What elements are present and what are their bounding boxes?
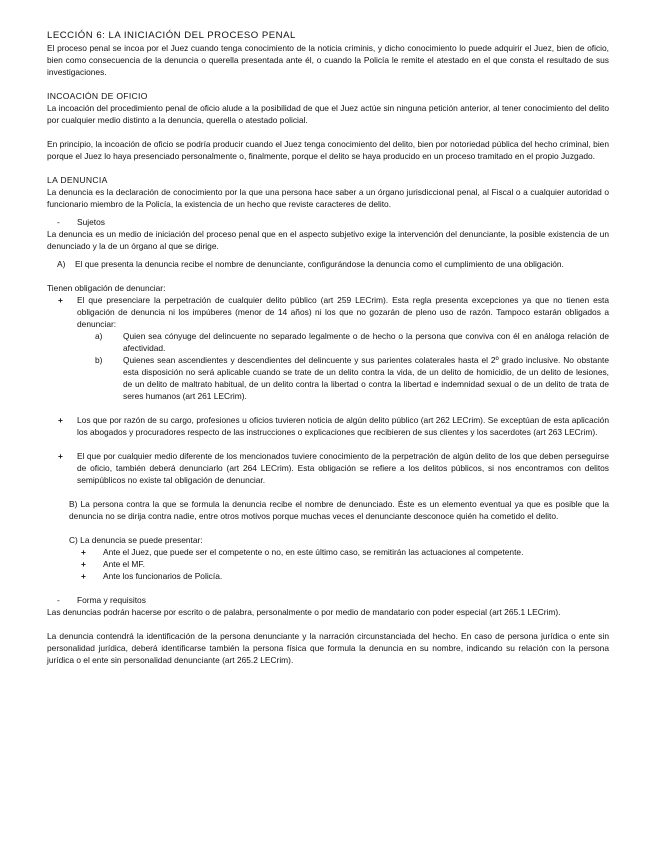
denuncia-heading: LA DENUNCIA xyxy=(47,175,108,185)
dash-marker: - xyxy=(57,595,60,605)
presentation-item-text: Ante el Juez, que puede ser el competente o no, en este último caso, se remitirán las actuaciones al competente. xyxy=(103,547,524,557)
item-a xyxy=(47,258,609,270)
plus-marker: + xyxy=(81,571,86,581)
lesson-intro: El proceso penal se incoa por el Juez cuando tenga conocimiento de la noticia criminis, y dicho conocimiento lo puede adquirir el Juez, bien de oficio, bien como consecuencia de la denuncia o querella presentada ante él, o cuando la Policía le remite el atestado en el que consta el resultado de sus investigaciones. xyxy=(47,43,609,77)
exception-b-text: Quienes sean ascendientes y descendientes del delincuente y sus parientes colaterales hasta el 2º grado inclusive. No obstante esta disposición no será aplicable cuando se trate de un delito contra la vida, de un delito de homicidio, de un delito de lesiones, de un delito de maltrato habitual, de un delito contra la libertad o contra la libertad e indemnidad sexual o de un delito de trata de seres humanos (art 261 LECrim). xyxy=(123,355,609,401)
dash-marker: - xyxy=(57,217,60,227)
forma-paragraph-2: La denuncia contendrá la identificación de la persona denunciante y la narración circunstanciada del hecho. En caso de persona jurídica o ente sin personalidad jurídica, deberá identificarse también la persona física que formula la denuncia en su nombre, indicando su relación con la persona jurídica o el ente sin personalidad denunciante (art 265.2 LECrim). xyxy=(47,631,609,665)
item-a-text: El que presenta la denuncia recibe el nombre de denunciante, configurándose la denuncia como el cumplimiento de una obligación. xyxy=(75,259,564,269)
plus-marker: + xyxy=(58,295,63,305)
obligation-item-1 xyxy=(47,294,609,330)
obligation-item-2-text: Los que por razón de su cargo, profesiones u oficios tuvieren noticia de algún delito público (art 262 LECrim). Se exceptúan de esta aplicación los abogados y procuradores respecto de las instrucciones o explicaciones que recibieren de sus clientes y los sacerdotes (art 263 LECrim). xyxy=(77,415,609,437)
incoacion-paragraph-2: En principio, la incoación de oficio se podría producir cuando el Juez tenga conocimiento del delito, bien por notoriedad pública del hecho criminal, bien porque el Juez lo haya presenciado personalmente o, finalmente, porque el delito se haya producido en un proceso tramitado en el propio Juzgado. xyxy=(47,139,609,161)
presentation-item-text: Ante el MF. xyxy=(103,559,145,569)
obligation-item-2 xyxy=(47,414,609,438)
presentation-item xyxy=(69,570,609,582)
forma-subheading xyxy=(47,594,609,606)
exception-item-b xyxy=(47,354,609,402)
obligation-item-3-text: El que por cualquier medio diferente de los mencionados tuviere conocimiento de la perpetración de algún delito de los que deben perseguirse de oficio, también deberá denunciarlo (art 264 LECrim). Esta obligación se refiere a los delitos públicos, si nos encontramos con delitos semipúblicos no existe tal obligación de denunciar. xyxy=(77,451,609,485)
presentation-item xyxy=(69,558,609,570)
plus-marker: + xyxy=(81,559,86,569)
lesson-title: LECCIÓN 6: LA INICIACIÓN DEL PROCESO PENAL xyxy=(47,30,296,41)
sujetos-label: Sujetos xyxy=(77,217,105,227)
plus-marker: + xyxy=(81,547,86,557)
plus-marker: + xyxy=(58,451,63,461)
forma-paragraph-1: Las denuncias podrán hacerse por escrito o de palabra, personalmente o por medio de mandatario con poder especial (art 265.1 LECrim). xyxy=(47,607,561,617)
presentation-item xyxy=(69,546,609,558)
incoacion-heading: INCOACIÓN DE OFICIO xyxy=(47,91,148,101)
plus-marker: + xyxy=(58,415,63,425)
denuncia-paragraph-1: La denuncia es la declaración de conocimiento por la que una persona hace saber a un órgano jurisdiccional penal, al Fiscal o a cualquier autoridad o funcionario miembro de la Policía, la existencia de un hecho que reviste caracteres de delito. xyxy=(47,187,609,209)
obligation-item-1-text: El que presenciare la perpetración de cualquier delito público (art 259 LECrim). Esta regla presenta excepciones ya que no tienen esta obligación de denuncia ni los impúberes (menor de 14 años) ni los que no gozarán de pleno uso de razón. Tampoco estarán obligados a denunciar: xyxy=(77,295,609,329)
exception-item-a xyxy=(47,330,609,354)
item-a-marker: A) xyxy=(57,259,66,269)
exception-a-text: Quien sea cónyuge del delincuente no separado legalmente o de hecho o la persona que conviva con él en análoga relación de afectividad. xyxy=(123,331,609,353)
item-c: C) La denuncia se puede presentar: xyxy=(69,535,203,545)
obligation-item-3 xyxy=(47,450,609,486)
presentation-list xyxy=(47,546,609,582)
exception-a-marker: a) xyxy=(95,331,103,341)
item-b: B) La persona contra la que se formula la denuncia recibe el nombre de denunciado. Éste es un elemento eventual ya que es posible que la denuncia no se dirija contra nadie, entre otros motivos porque muchas veces el denunciante desconoce quién ha cometido el delito. xyxy=(69,499,609,521)
document-page xyxy=(47,30,609,666)
sujetos-paragraph: La denuncia es un medio de iniciación del proceso penal que en el aspecto subjetivo exige la intervención del denunciante, la posible existencia de un denunciado y la de un órgano al que se dirige. xyxy=(47,229,609,251)
incoacion-paragraph-1: La incoación del procedimiento penal de oficio alude a la posibilidad de que el Juez actúe sin ninguna petición anterior, al tener conocimiento del delito por cualquier medio distinto a la denuncia, querella o atestado policial. xyxy=(47,103,609,125)
forma-label: Forma y requisitos xyxy=(77,595,146,605)
tienen-obligacion-label: Tienen obligación de denunciar: xyxy=(47,283,166,293)
sujetos-subheading xyxy=(47,216,609,228)
exception-b-marker: b) xyxy=(95,355,103,365)
presentation-item-text: Ante los funcionarios de Policía. xyxy=(103,571,223,581)
